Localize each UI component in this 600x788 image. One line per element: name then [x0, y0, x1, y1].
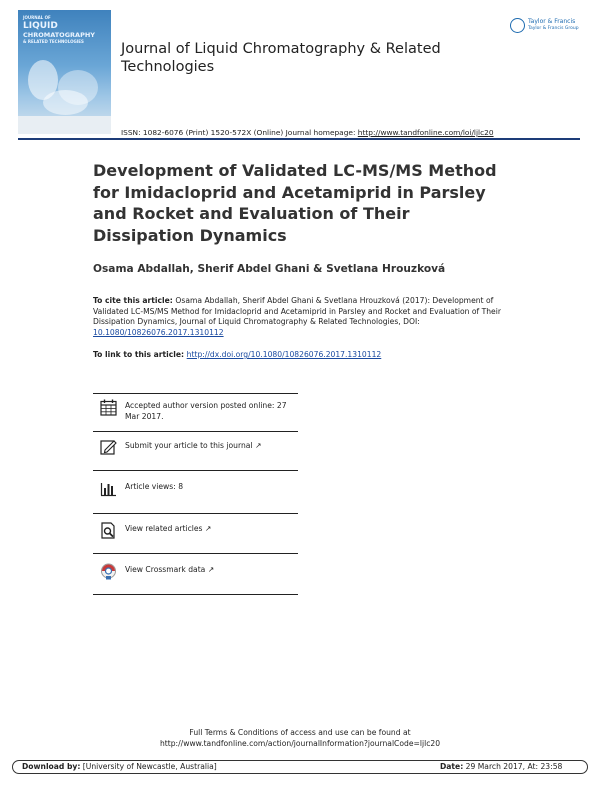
- related-articles-icon: [100, 522, 117, 539]
- cover-line: CHROMATOGRAPHY: [23, 31, 95, 39]
- metric-label: View related articles ↗: [125, 524, 212, 533]
- calendar-icon: [100, 399, 117, 416]
- external-link-icon: ↗: [254, 441, 262, 450]
- metric-article-views: [100, 480, 298, 500]
- citation-block: To cite this article: Osama Abdallah, Sherif Abdel Ghani & Svetlana Hrouzková (2017): Development of Validated LC-MS/MS Method for Imidacloprid and Acetamiprid in Parsley and Rocket and Evaluation of Their Dissipation Dynamics, Journal of Liquid Chromatography & Related Technologies, DOI: 10.1080/10826076.2017.1310112: [93, 296, 501, 337]
- cover-line: JOURNAL OF: [23, 15, 51, 20]
- doi-link[interactable]: 10.1080/10826076.2017.1310112: [93, 327, 224, 337]
- header-divider: [18, 138, 580, 140]
- terms-notice: Full Terms & Conditions of access and use can be found at http://www.tandfonline.com/action/journalInformation?journalCode=ljlc20: [0, 727, 600, 749]
- metric-label: Article views: 8: [125, 482, 184, 491]
- download-date: Date: 29 March 2017, At: 23:58: [440, 762, 563, 771]
- metrics-divider: [93, 393, 298, 394]
- article-title: Development of Validated LC-MS/MS Method for Imidacloprid and Acetamiprid in Parsley and Rocket and Evaluation of Their Dissipation Dynamics: [93, 161, 497, 245]
- article-authors: Osama Abdallah, Sherif Abdel Ghani & Svetlana Hrouzková: [93, 263, 446, 275]
- terms-url-link[interactable]: http://www.tandfonline.com/action/journalInformation?journalCode=ljlc20: [159, 739, 441, 748]
- journal-cover-image: [18, 10, 111, 134]
- external-link-icon: ↗: [204, 524, 212, 533]
- metrics-divider: [93, 431, 298, 432]
- link-line: To link to this article: http://dx.doi.org/10.1080/10826076.2017.1310112: [93, 350, 382, 359]
- metric-label: View Crossmark data ↗: [125, 565, 215, 574]
- downloaded-by: Download by: [University of Newcastle, Australia]: [22, 762, 217, 771]
- logo-text: Taylor & Francis Taylor & Francis Group: [528, 18, 579, 31]
- metrics-divider: [93, 594, 298, 595]
- metric-label: Accepted author version posted online: 27 Mar 2017.: [125, 401, 287, 421]
- journal-homepage-link[interactable]: http://www.tandfonline.com/loi/ljlc20: [357, 128, 494, 137]
- logo-icon: [510, 18, 525, 33]
- taylor-francis-logo[interactable]: [510, 18, 582, 36]
- article-doi-url-link[interactable]: http://dx.doi.org/10.1080/10826076.2017.1310112: [186, 350, 382, 359]
- metric-label: Submit your article to this journal ↗: [125, 441, 262, 450]
- metric-crossmark[interactable]: [100, 563, 298, 583]
- metrics-divider: [93, 470, 298, 471]
- journal-title: Journal of Liquid Chromatography & Related Technologies: [121, 41, 441, 75]
- cover-line: & RELATED TECHNOLOGIES: [23, 39, 84, 44]
- submit-article-icon: [100, 439, 117, 456]
- crossmark-icon: [100, 563, 117, 580]
- cover-publisher-strip: [18, 116, 111, 134]
- metric-accepted-date: [100, 399, 298, 435]
- metric-related-articles[interactable]: [100, 522, 298, 542]
- external-link-icon: ↗: [207, 565, 215, 574]
- cover-line: LIQUID: [23, 21, 58, 31]
- metric-submit-article[interactable]: [100, 439, 298, 461]
- bar-chart-icon: [100, 480, 117, 497]
- issn-line: ISSN: 1082-6076 (Print) 1520-572X (Online) Journal homepage: http://www.tandfonline.com/loi/ljlc20: [121, 128, 494, 137]
- metrics-divider: [93, 513, 298, 514]
- metrics-divider: [93, 553, 298, 554]
